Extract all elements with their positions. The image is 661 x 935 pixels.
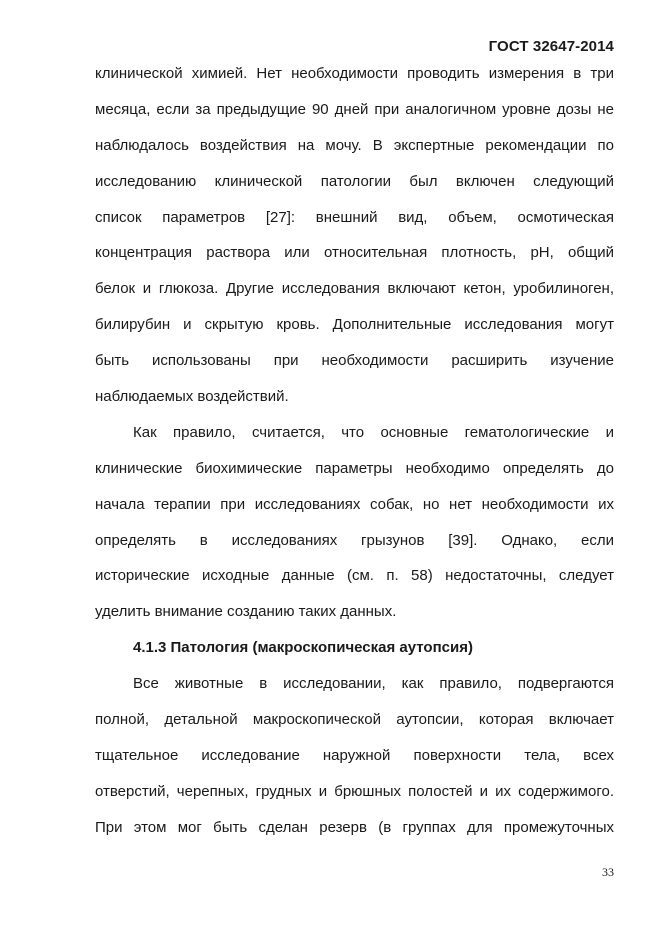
text-line: клинической химией. Нет необходимости проводить измерения в три [95,65,614,82]
text-line: белок и глюкоза. Другие исследования включают кетон, уробилиноген, [95,280,614,298]
text-line: месяца, если за предыдущие 90 дней при аналогичном уровне дозы не [95,100,614,118]
text-line: исторические исходные данные (см. п. 58) недостаточны, следует [95,567,614,585]
text-line: наблюдалось воздействия на мочу. В экспертные рекомендации по [95,136,614,154]
text-line: наблюдаемых воздействий. [95,388,289,406]
body-text [95,56,614,846]
document-header-id: ГОСТ 32647-2014 [488,38,614,55]
text-line: концентрация раствора или относительная плотность, pH, общий [95,244,614,262]
text-line: список параметров [27]: внешний вид, объем, осмотическая [95,208,614,226]
text-line: При этом мог быть сделан резерв (в группах для промежуточных [95,818,614,836]
text-line: Как правило, считается, что основные гематологические и [133,423,614,441]
text-line: исследованию клинической патологии был включен следующий [95,172,614,190]
text-line: начала терапии при исследованиях собак, но нет необходимости их [95,495,614,513]
text-line: Все животные в исследовании, как правило, подвергаются [133,675,614,693]
text-line: клинические биохимические параметры необходимо определять до [95,459,614,477]
text-line: тщательное исследование наружной поверхности тела, всех [95,746,614,764]
text-line: полной, детальной макроскопической аутопсии, которая включает [95,711,614,729]
section-heading: 4.1.3 Патология (макроскопическая аутопсия) [133,639,473,657]
text-line: билирубин и скрытую кровь. Дополнительные исследования могут [95,316,614,334]
text-line: уделить внимание созданию таких данных. [95,603,397,621]
text-line: отверстий, черепных, грудных и брюшных полостей и их содержимого. [95,782,614,800]
page-number: 33 [602,865,614,879]
text-line: определять в исследованиях грызунов [39]. Однако, если [95,531,614,549]
text-line: быть использованы при необходимости расширить изучение [95,352,614,370]
